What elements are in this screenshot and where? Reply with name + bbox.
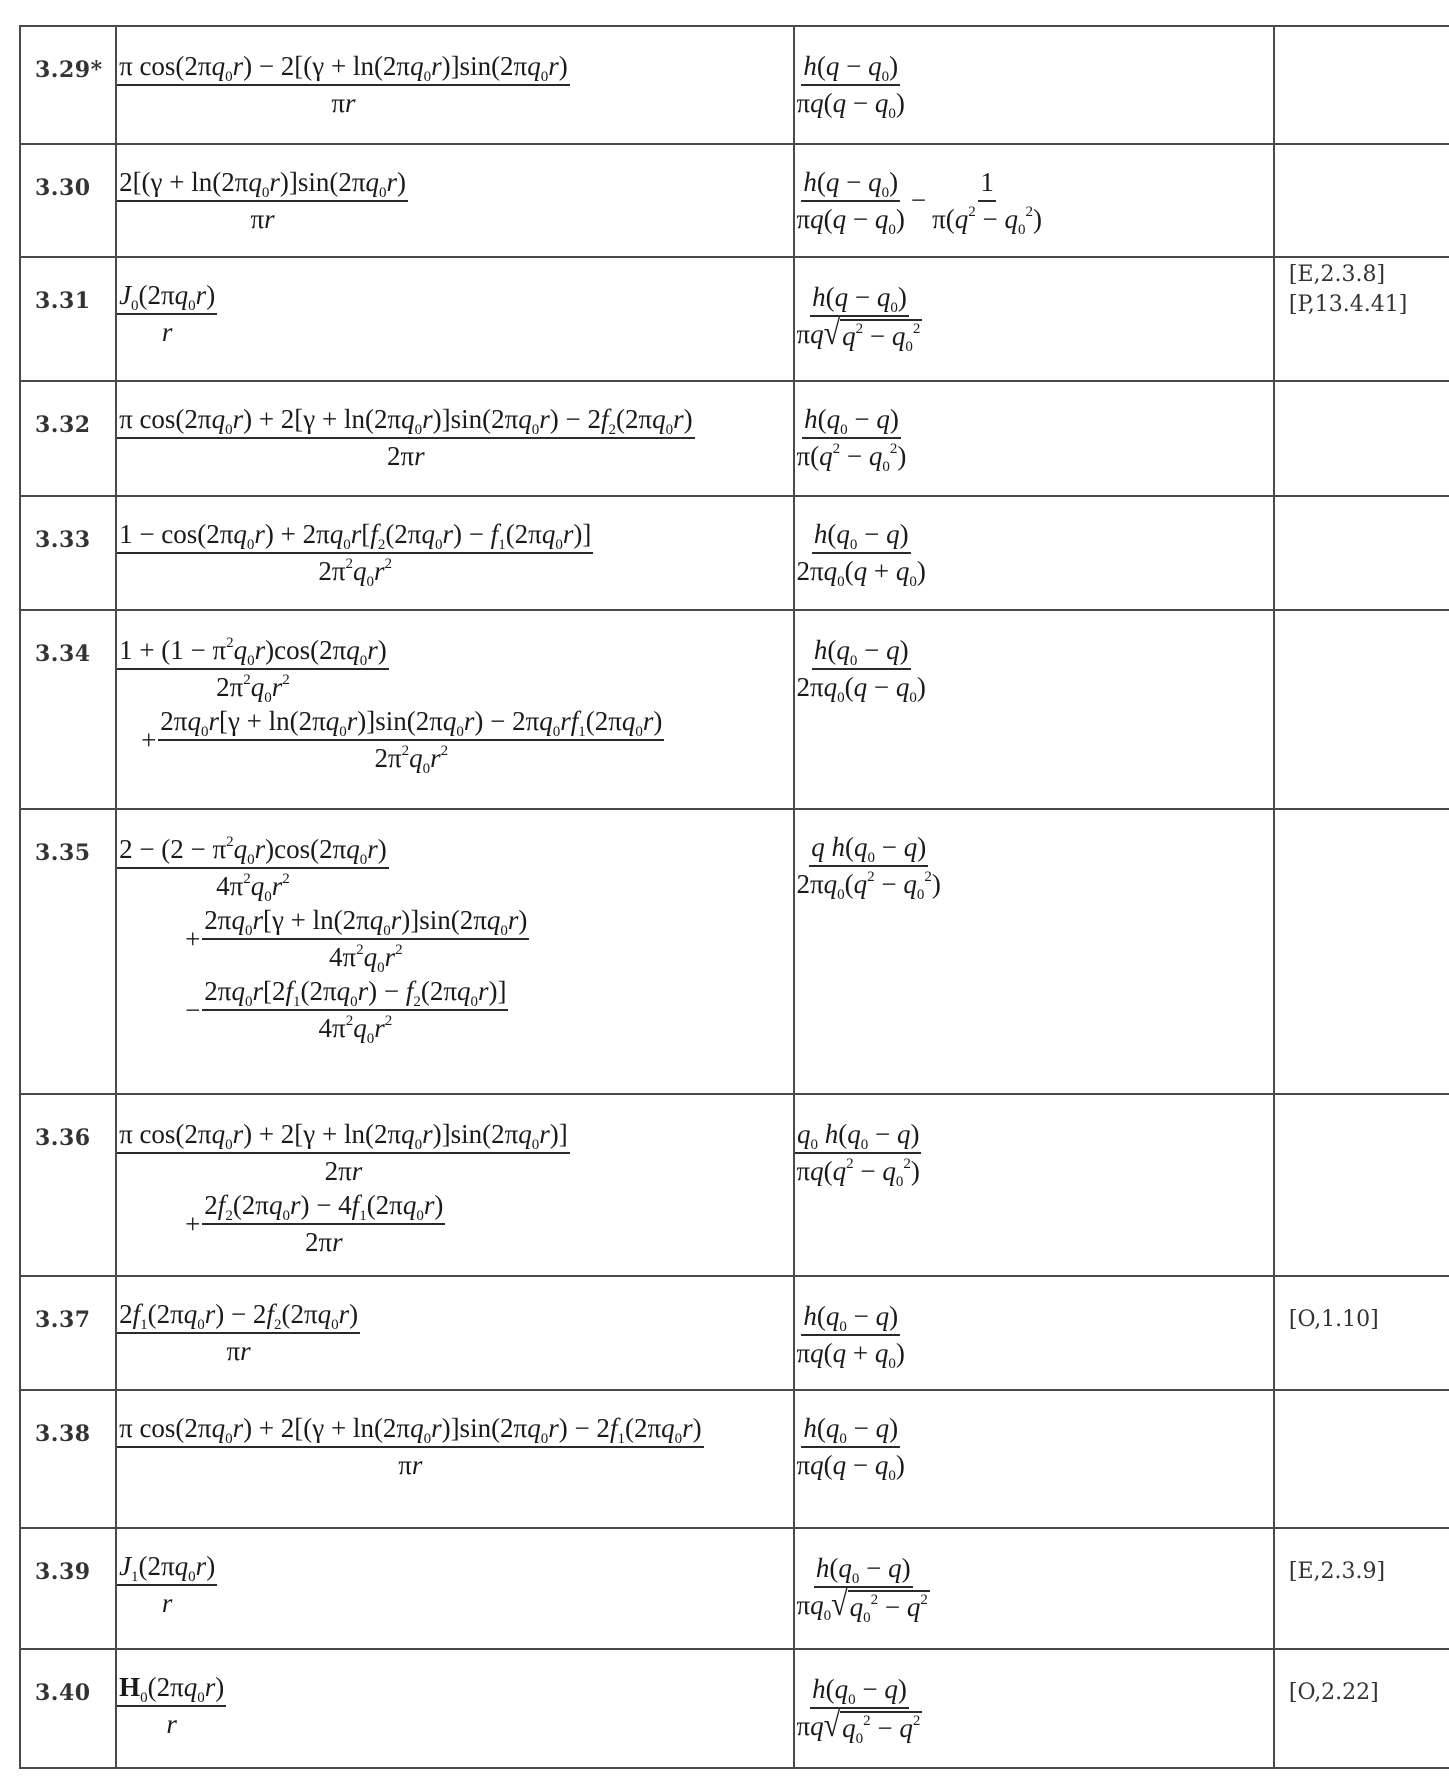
entry-number: 3.33 bbox=[35, 527, 91, 553]
entry-number: 3.40 bbox=[35, 1680, 91, 1706]
transform-formula bbox=[795, 1117, 1273, 1188]
formula-term bbox=[117, 402, 792, 473]
fraction bbox=[117, 165, 408, 236]
transform-cell bbox=[794, 26, 1274, 144]
reference-cell bbox=[1274, 1390, 1449, 1528]
entry-number: 3.32 bbox=[35, 412, 91, 438]
transform-formula bbox=[795, 633, 1273, 704]
formula-term bbox=[117, 49, 792, 120]
transform-expression bbox=[795, 165, 1273, 236]
denominator: 2πr bbox=[324, 1156, 363, 1186]
square-root: √ $q_0^2 - q^2$ bbox=[823, 1706, 921, 1747]
function-formula bbox=[117, 1549, 792, 1620]
table-row bbox=[20, 1276, 1449, 1390]
transform-formula bbox=[795, 280, 1273, 355]
function-cell bbox=[116, 257, 793, 381]
function-formula bbox=[117, 49, 792, 120]
numerator: 1 bbox=[978, 165, 996, 202]
entry-number-cell bbox=[20, 809, 116, 1094]
denominator: πr bbox=[331, 88, 356, 118]
fraction bbox=[930, 165, 1044, 236]
transform-cell bbox=[794, 1390, 1274, 1528]
reference: [E,2.3.8] bbox=[1288, 262, 1386, 287]
entry-number-cell bbox=[20, 381, 116, 496]
denominator: $\pi(q^2 - q_0^2)$ bbox=[932, 204, 1042, 238]
denominator: r bbox=[161, 1588, 173, 1618]
numerator: $1 - \cos(2\pi q_0r) + 2\pi q_0r[f_2(2\pi q_0r) - f_1(2\pi q_0r)]$ bbox=[119, 519, 592, 553]
reference-cell bbox=[1274, 610, 1449, 809]
transform-cell bbox=[794, 1094, 1274, 1276]
denominator: πr bbox=[226, 1336, 251, 1366]
numerator: $2f_1(2\pi q_0r) - 2f_2(2\pi q_0r)$ bbox=[119, 1299, 359, 1333]
formula-term bbox=[117, 1297, 792, 1368]
term-sign: + bbox=[185, 1209, 201, 1239]
transform-expression bbox=[795, 49, 1273, 120]
entry-number-cell bbox=[20, 26, 116, 144]
function-cell bbox=[116, 1390, 793, 1528]
transform-cell bbox=[794, 1649, 1274, 1768]
transform-formula bbox=[795, 1299, 1273, 1370]
operator: − bbox=[910, 185, 927, 215]
numerator: $h(q_0 - q)$ bbox=[803, 1413, 899, 1447]
fraction bbox=[795, 633, 928, 704]
entry-number: 3.39 bbox=[35, 1559, 91, 1585]
function-cell bbox=[116, 610, 793, 809]
reference-cell bbox=[1274, 381, 1449, 496]
transform-expression bbox=[795, 830, 1273, 901]
fraction bbox=[158, 704, 664, 775]
fraction bbox=[202, 903, 529, 974]
fraction bbox=[795, 49, 907, 120]
entry-number: 3.36 bbox=[35, 1125, 91, 1151]
transform-expression bbox=[795, 633, 1273, 704]
denominator: $2\pi^2q_0r^2$ bbox=[216, 672, 290, 706]
denominator: πq √ $q_0^2 - q^2$ bbox=[796, 1706, 921, 1747]
function-formula bbox=[117, 1670, 792, 1741]
transform-cell bbox=[794, 1528, 1274, 1649]
function-formula bbox=[117, 832, 792, 1045]
entry-number: 3.31 bbox=[35, 288, 91, 314]
function-formula bbox=[117, 517, 792, 588]
table-row bbox=[20, 1390, 1449, 1528]
fraction bbox=[117, 832, 389, 903]
numerator: $H_0(2\pi q_0r)$ bbox=[119, 1672, 225, 1706]
numerator: $h(q - q_0)$ bbox=[812, 282, 907, 316]
entry-number: 3.30 bbox=[35, 175, 91, 201]
formula-term bbox=[117, 704, 792, 775]
fraction bbox=[117, 49, 570, 120]
fraction bbox=[117, 1297, 360, 1368]
reference: [O,2.22] bbox=[1288, 1680, 1379, 1705]
numerator: $h(q_0 - q)$ bbox=[803, 1301, 899, 1335]
numerator: π $\cos(2\pi q_0r) + 2[(\gamma + \ln(2\pi q_0r)]\sin(2\pi q_0r) - 2f_1(2\pi q_0r)$ bbox=[119, 1413, 702, 1447]
reference: [P,13.4.41] bbox=[1288, 292, 1408, 317]
fourier-transform-table bbox=[19, 25, 1449, 1769]
function-cell bbox=[116, 1649, 793, 1768]
denominator: $2\pi q_0(q - q_0)$ bbox=[796, 672, 926, 706]
numerator: q $h(q_0 - q)$ bbox=[811, 832, 927, 866]
fraction bbox=[795, 1551, 932, 1626]
function-cell bbox=[116, 1094, 793, 1276]
entry-number-cell bbox=[20, 1094, 116, 1276]
reference-cell bbox=[1274, 144, 1449, 257]
numerator: $J_1(2\pi q_0r)$ bbox=[119, 1551, 216, 1585]
denominator: πr bbox=[250, 204, 275, 234]
reference-cell bbox=[1274, 257, 1449, 381]
denominator: $\pi q(q - q_0)$ bbox=[796, 1450, 905, 1484]
table-row bbox=[20, 1649, 1449, 1768]
numerator: $q_0$ $h(q_0 - q)$ bbox=[796, 1119, 920, 1153]
entry-number-cell bbox=[20, 257, 116, 381]
transform-expression bbox=[795, 402, 1273, 473]
denominator: $4\pi^2q_0r^2$ bbox=[216, 871, 290, 905]
numerator: $2f_2(2\pi q_0r) - 4f_1(2\pi q_0r)$ bbox=[204, 1190, 444, 1224]
fraction bbox=[795, 1672, 925, 1747]
function-cell bbox=[116, 1528, 793, 1649]
table-row bbox=[20, 496, 1449, 610]
table-row bbox=[20, 1094, 1449, 1276]
reference-cell bbox=[1274, 1276, 1449, 1390]
formula-term bbox=[117, 278, 792, 349]
numerator: π $\cos(2\pi q_0r) + 2[\gamma + \ln(2\pi q_0r)]\sin(2\pi q_0r) - 2f_2(2\pi q_0r)$ bbox=[119, 404, 693, 438]
numerator: $h(q - q_0)$ bbox=[803, 167, 899, 201]
denominator: r bbox=[161, 317, 173, 347]
entry-number-cell bbox=[20, 496, 116, 610]
denominator: 2πr bbox=[304, 1227, 343, 1257]
reference-cell bbox=[1274, 809, 1449, 1094]
transform-cell bbox=[794, 496, 1274, 610]
formula-term bbox=[117, 165, 792, 236]
denominator: $2\pi q_0(q + q_0)$ bbox=[796, 556, 926, 590]
entry-number: 3.35 bbox=[35, 840, 91, 866]
numerator: π $\cos(2\pi q_0r) + 2[\gamma + \ln(2\pi q_0r)]\sin(2\pi q_0r)$] bbox=[119, 1119, 568, 1153]
transform-formula bbox=[795, 517, 1273, 588]
fraction bbox=[117, 1670, 226, 1741]
transform-formula bbox=[795, 49, 1273, 120]
table-row bbox=[20, 26, 1449, 144]
reference: [O,1.10] bbox=[1288, 1307, 1379, 1332]
denominator: πq √ $q^2 - q_0^2$ bbox=[796, 314, 921, 355]
entry-number: 3.38 bbox=[35, 1421, 91, 1447]
numerator: $2[(\gamma + \ln(2\pi q_0r)]\sin(2\pi q_0r)$ bbox=[119, 167, 406, 201]
numerator: $h(q_0 - q)$ bbox=[815, 1553, 911, 1587]
denominator: $\pi q(q - q_0)$ bbox=[796, 204, 905, 238]
formula-term bbox=[117, 1411, 792, 1482]
square-root: √ $q_0^2 - q^2$ bbox=[831, 1585, 928, 1626]
function-cell bbox=[116, 381, 793, 496]
function-cell bbox=[116, 809, 793, 1094]
transform-formula bbox=[795, 402, 1273, 473]
formula-term bbox=[117, 1188, 792, 1259]
numerator: $h(q_0 - q)$ bbox=[813, 519, 909, 553]
transform-cell bbox=[794, 144, 1274, 257]
numerator: $h(q - q_0)$ bbox=[803, 51, 899, 85]
denominator: $2\pi^2q_0r^2$ bbox=[374, 743, 449, 777]
transform-cell bbox=[794, 257, 1274, 381]
transform-cell bbox=[794, 809, 1274, 1094]
reference-cell bbox=[1274, 496, 1449, 610]
function-formula bbox=[117, 165, 792, 236]
numerator: $2\pi q_0r[\gamma + \ln(2\pi q_0r)]\sin(2\pi q_0r)$ bbox=[204, 905, 528, 939]
transform-cell bbox=[794, 610, 1274, 809]
formula-term bbox=[117, 974, 792, 1045]
fraction bbox=[795, 1117, 922, 1188]
entry-number-cell bbox=[20, 1390, 116, 1528]
function-cell bbox=[116, 496, 793, 610]
numerator: $h(q_0 - q)$ bbox=[812, 1674, 907, 1708]
fraction bbox=[117, 278, 217, 349]
transform-formula bbox=[795, 1411, 1273, 1482]
denominator: $2\pi q_0(q^2 - q_0^2)$ bbox=[796, 869, 941, 903]
reference-cell bbox=[1274, 1649, 1449, 1768]
entry-number: 3.37 bbox=[35, 1307, 91, 1333]
table-row bbox=[20, 809, 1449, 1094]
numerator: $J_0(2\pi q_0r)$ bbox=[119, 280, 216, 314]
numerator: $2\pi q_0r[2f_1(2\pi q_0r) - f_2(2\pi q_0r)]$ bbox=[204, 976, 507, 1010]
transform-expression bbox=[795, 1551, 1273, 1626]
table-row bbox=[20, 381, 1449, 496]
fraction bbox=[795, 280, 925, 355]
transform-expression bbox=[795, 1299, 1273, 1370]
fraction bbox=[117, 1411, 704, 1482]
fraction bbox=[795, 517, 928, 588]
fraction bbox=[795, 1411, 907, 1482]
denominator: $2\pi^2q_0r^2$ bbox=[318, 556, 393, 590]
transform-expression bbox=[795, 517, 1273, 588]
fraction bbox=[117, 402, 695, 473]
reference-cell bbox=[1274, 1094, 1449, 1276]
table-row bbox=[20, 144, 1449, 257]
denominator: 2πr bbox=[387, 441, 425, 471]
function-formula bbox=[117, 633, 792, 775]
fraction bbox=[117, 633, 389, 704]
function-formula bbox=[117, 1411, 792, 1482]
table-row bbox=[20, 257, 1449, 381]
numerator: $h(q_0 - q)$ bbox=[804, 404, 899, 438]
reference: [E,2.3.9] bbox=[1288, 1559, 1386, 1584]
function-cell bbox=[116, 26, 793, 144]
formula-term bbox=[117, 903, 792, 974]
numerator: $2\pi q_0r[\gamma + \ln(2\pi q_0r)]\sin(2\pi q_0r) - 2\pi q_0rf_1(2\pi q_0r)$ bbox=[160, 706, 663, 740]
formula-term bbox=[117, 832, 792, 903]
transform-formula bbox=[795, 830, 1273, 901]
term-sign: + bbox=[141, 725, 157, 755]
denominator: $\pi q(q^2 - q_0^2)$ bbox=[796, 1156, 920, 1190]
transform-cell bbox=[794, 381, 1274, 496]
denominator: $\pi q(q + q_0)$ bbox=[796, 1338, 905, 1372]
function-formula bbox=[117, 1117, 792, 1259]
fraction bbox=[795, 165, 907, 236]
denominator: r bbox=[166, 1709, 177, 1739]
formula-term bbox=[117, 633, 792, 704]
numerator: π $\cos(2\pi q_0r) - 2[(\gamma + \ln(2\pi q_0r)]\sin(2\pi q_0r)$ bbox=[119, 51, 568, 85]
function-cell bbox=[116, 144, 793, 257]
entry-number-cell bbox=[20, 1649, 116, 1768]
term-sign: − bbox=[185, 995, 201, 1025]
transform-formula bbox=[795, 1551, 1273, 1626]
numerator: $2 - (2 - \pi^2q_0r)\cos(2\pi q_0r)$ bbox=[119, 834, 387, 868]
fraction bbox=[795, 1299, 907, 1370]
transform-cell bbox=[794, 1276, 1274, 1390]
table-row bbox=[20, 610, 1449, 809]
function-cell bbox=[116, 1276, 793, 1390]
formula-term bbox=[117, 1117, 792, 1188]
formula-term bbox=[117, 1670, 792, 1741]
transform-expression bbox=[795, 1411, 1273, 1482]
denominator: $4\pi^2q_0r^2$ bbox=[318, 1013, 393, 1047]
formula-term bbox=[117, 517, 792, 588]
reference-cell bbox=[1274, 1528, 1449, 1649]
denominator: πr bbox=[398, 1450, 423, 1480]
transform-expression bbox=[795, 1117, 1273, 1188]
entry-number: 3.34 bbox=[35, 641, 91, 667]
entry-number-cell bbox=[20, 610, 116, 809]
table-body bbox=[20, 26, 1449, 1768]
denominator: $\pi q_0$ √ $q_0^2 - q^2$ bbox=[796, 1585, 928, 1626]
transform-expression bbox=[795, 1672, 1273, 1747]
entry-number-cell bbox=[20, 1276, 116, 1390]
numerator: $1 + (1 - \pi^2q_0r)\cos(2\pi q_0r)$ bbox=[119, 635, 387, 669]
function-formula bbox=[117, 1297, 792, 1368]
denominator: $4\pi^2q_0r^2$ bbox=[329, 942, 403, 976]
entry-number-cell bbox=[20, 144, 116, 257]
fraction bbox=[795, 402, 909, 473]
denominator: $\pi q(q - q_0)$ bbox=[796, 88, 905, 122]
numerator: $h(q_0 - q)$ bbox=[813, 635, 909, 669]
reference-cell bbox=[1274, 26, 1449, 144]
fraction bbox=[795, 830, 943, 901]
square-root: √ $q^2 - q_0^2$ bbox=[823, 314, 921, 355]
fraction bbox=[117, 1549, 217, 1620]
fraction bbox=[202, 1188, 445, 1259]
fraction bbox=[117, 517, 593, 588]
transform-expression bbox=[795, 280, 1273, 355]
entry-number-cell bbox=[20, 1528, 116, 1649]
formula-term bbox=[117, 1549, 792, 1620]
fraction bbox=[117, 1117, 570, 1188]
fraction bbox=[202, 974, 508, 1045]
term-sign: + bbox=[185, 924, 201, 954]
entry-number: 3.29* bbox=[35, 57, 103, 83]
transform-formula bbox=[795, 165, 1273, 236]
table-row bbox=[20, 1528, 1449, 1649]
transform-formula bbox=[795, 1672, 1273, 1747]
function-formula bbox=[117, 402, 792, 473]
function-formula bbox=[117, 278, 792, 349]
denominator: $\pi(q^2 - q_0^2)$ bbox=[796, 441, 907, 475]
